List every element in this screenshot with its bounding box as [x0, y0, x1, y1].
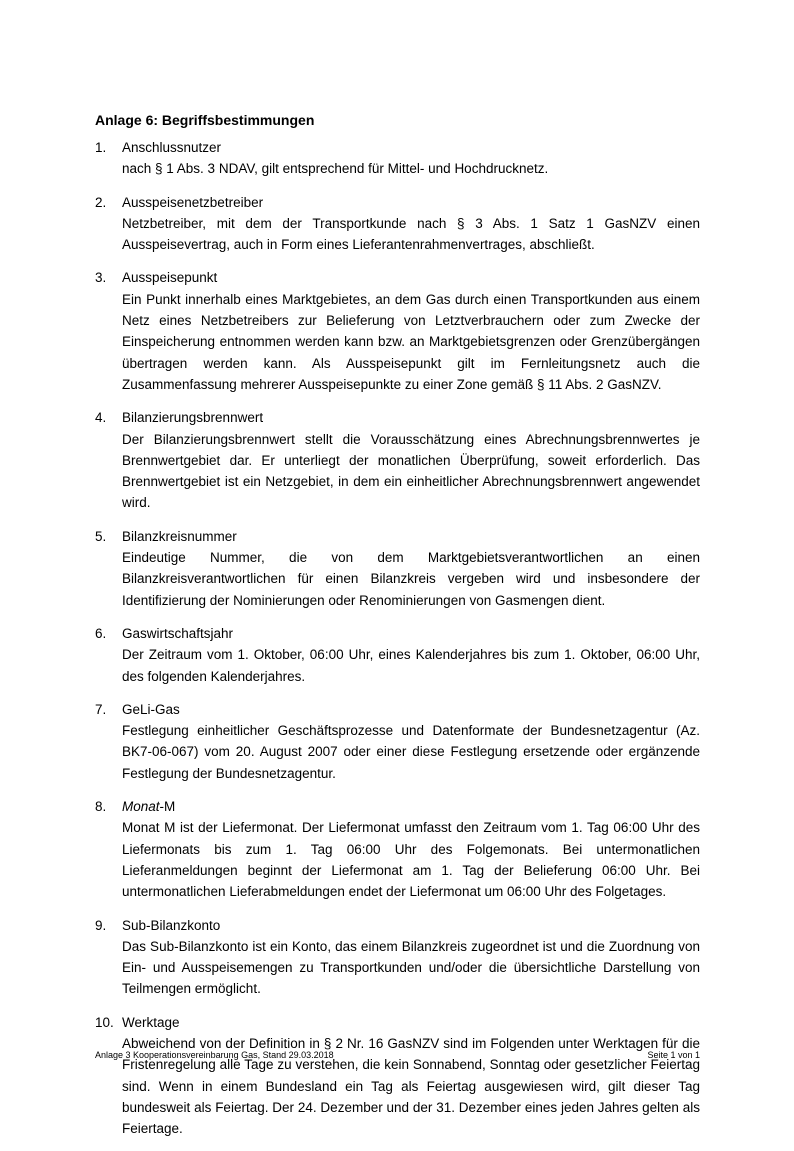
definition-number: 5.	[95, 528, 107, 544]
page-title: Anlage 6: Begriffsbestimmungen	[95, 112, 315, 128]
definition-number: 3.	[95, 270, 107, 286]
footer-document-reference: Anlage 3 Kooperationsvereinbarung Gas, Stand 29.03.2018	[95, 1050, 334, 1060]
definition-item	[95, 137, 700, 180]
definition-item	[95, 915, 700, 1000]
definition-item	[95, 699, 700, 784]
definition-text: Eindeutige Nummer, die von dem Marktgebietsverantwortlichen an einen Bilanzkreisverantwortlichen für einen Bilanzkreis vergeben wird und insbesondere der Identifizierung der Nominierungen oder Renominierungen von Gasmengen dient.	[122, 550, 700, 608]
definition-term: Ausspeisepunkt	[122, 270, 218, 286]
definition-term: Werktage	[122, 1014, 180, 1030]
definition-text: Festlegung einheitlicher Geschäftsprozesse und Datenformate der Bundesnetzagentur (Az. BK7-06-067) vom 20. August 2007 oder einer diese Festlegung ersetzende oder ergänzende Festlegung der Bundesnetzagentur.	[122, 723, 700, 781]
definition-item	[95, 623, 700, 687]
definition-term: Bilanzkreisnummer	[122, 528, 237, 544]
definition-item	[95, 526, 700, 611]
definition-text: Das Sub-Bilanzkonto ist ein Konto, das einem Bilanzkreis zugeordnet ist und die Zuordnung von Ein- und Ausspeisemengen zu Transportkunden und/oder die übersichtliche Darstellung von Teilmengen ermöglicht.	[122, 938, 700, 997]
definition-item	[95, 267, 700, 395]
definition-number: 1.	[95, 140, 107, 155]
definition-text: Monat M ist der Liefermonat. Der Liefermonat umfasst den Zeitraum vom 1. Tag 06:00 Uhr des Liefermonats bis zum 1. Tag 06:00 Uhr des Folgemonats. Bei untermonatlichen Lieferanmeldungen beginnt der Liefermonat am 1. Tag der Belieferung 06:00 Uhr. Bei untermonatlichen Lieferabmeldungen endet der Liefermonat um 06:00 Uhr des Folgetages.	[122, 820, 700, 900]
definition-text: nach § 1 Abs. 3 NDAV, gilt entsprechend für Mittel- und Hochdrucknetz.	[122, 161, 549, 177]
definition-text: Der Bilanzierungsbrennwert stellt die Vorausschätzung eines Abrechnungsbrennwertes je Brennwertgebiet dar. Er unterliegt der monatlichen Überprüfung, soweit erforderlich. Das Brennwertgebiet ist ein Netzgebiet, in dem ein einheitlicher Abrechnungsbrennwert angewendet wird.	[122, 431, 700, 511]
definition-term: Sub-Bilanzkonto	[122, 917, 221, 933]
definitions-list	[95, 137, 700, 1151]
definition-text: Ein Punkt innerhalb eines Marktgebietes, an dem Gas durch einen Transportkunden aus einem Netz eines Netzbetreibers zur Belieferung von Letztverbrauchern oder zum Zwecke der Einspeicherung entnommen werden kann bzw. an Marktgebietsgrenzen oder Grenzübergängen übertragen werden kann. Als Ausspeisepunkt gilt im Fernleitungsnetz auch die Zusammenfassung mehrerer Ausspeisepunkte zu einer Zone gemäß § 11 Abs. 2 GasNZV.	[122, 291, 700, 392]
definition-term: GeLi-Gas	[122, 701, 180, 717]
definition-number: 2.	[95, 194, 107, 210]
definition-text: Netzbetreiber, mit dem der Transportkunde nach § 3 Abs. 1 Satz 1 GasNZV einen Ausspeisevertrag, auch in Form eines Lieferantenrahmenvertrages, abschließt.	[122, 215, 700, 253]
definition-number: 4.	[95, 410, 107, 426]
definition-number: 6.	[95, 625, 107, 641]
definition-term: Bilanzierungsbrennwert	[122, 410, 264, 426]
definition-item	[95, 407, 700, 513]
definition-term-italic: Monat	[122, 799, 160, 815]
definition-item	[95, 192, 700, 256]
definition-number: 9.	[95, 917, 107, 933]
definition-term: Ausspeisenetzbetreiber	[122, 194, 264, 210]
footer-page-number: Seite 1 von 1	[647, 1050, 700, 1060]
definition-text: Der Zeitraum vom 1. Oktober, 06:00 Uhr, eines Kalenderjahres bis zum 1. Oktober, 06:00 Uhr, des folgenden Kalenderjahres.	[122, 647, 700, 684]
definition-number: 8.	[95, 799, 107, 815]
definition-item	[95, 1012, 700, 1140]
definition-term-suffix: -M	[159, 799, 176, 815]
definition-text: Abweichend von der Definition in § 2 Nr. 16 GasNZV sind im Folgenden unter Werktagen für die Fristenregelung alle Tage zu verstehen, die kein Sonnabend, Sonntag oder gesetzlicher Feiertag sind. Wenn in einem Bundesland ein Tag als Feiertag ausgewiesen wird, gilt dieser Tag bundesweit als Feiertag. Der 24. Dezember und der 31. Dezember eines jeden Jahres gelten als Feiertage.	[122, 1035, 700, 1137]
definition-term: Gaswirtschaftsjahr	[122, 625, 234, 641]
definition-number: 7.	[95, 701, 107, 717]
definition-item	[95, 796, 700, 902]
definition-term: Anschlussnutzer	[122, 140, 222, 155]
definition-term	[122, 796, 700, 817]
definition-number: 10.	[95, 1014, 114, 1030]
